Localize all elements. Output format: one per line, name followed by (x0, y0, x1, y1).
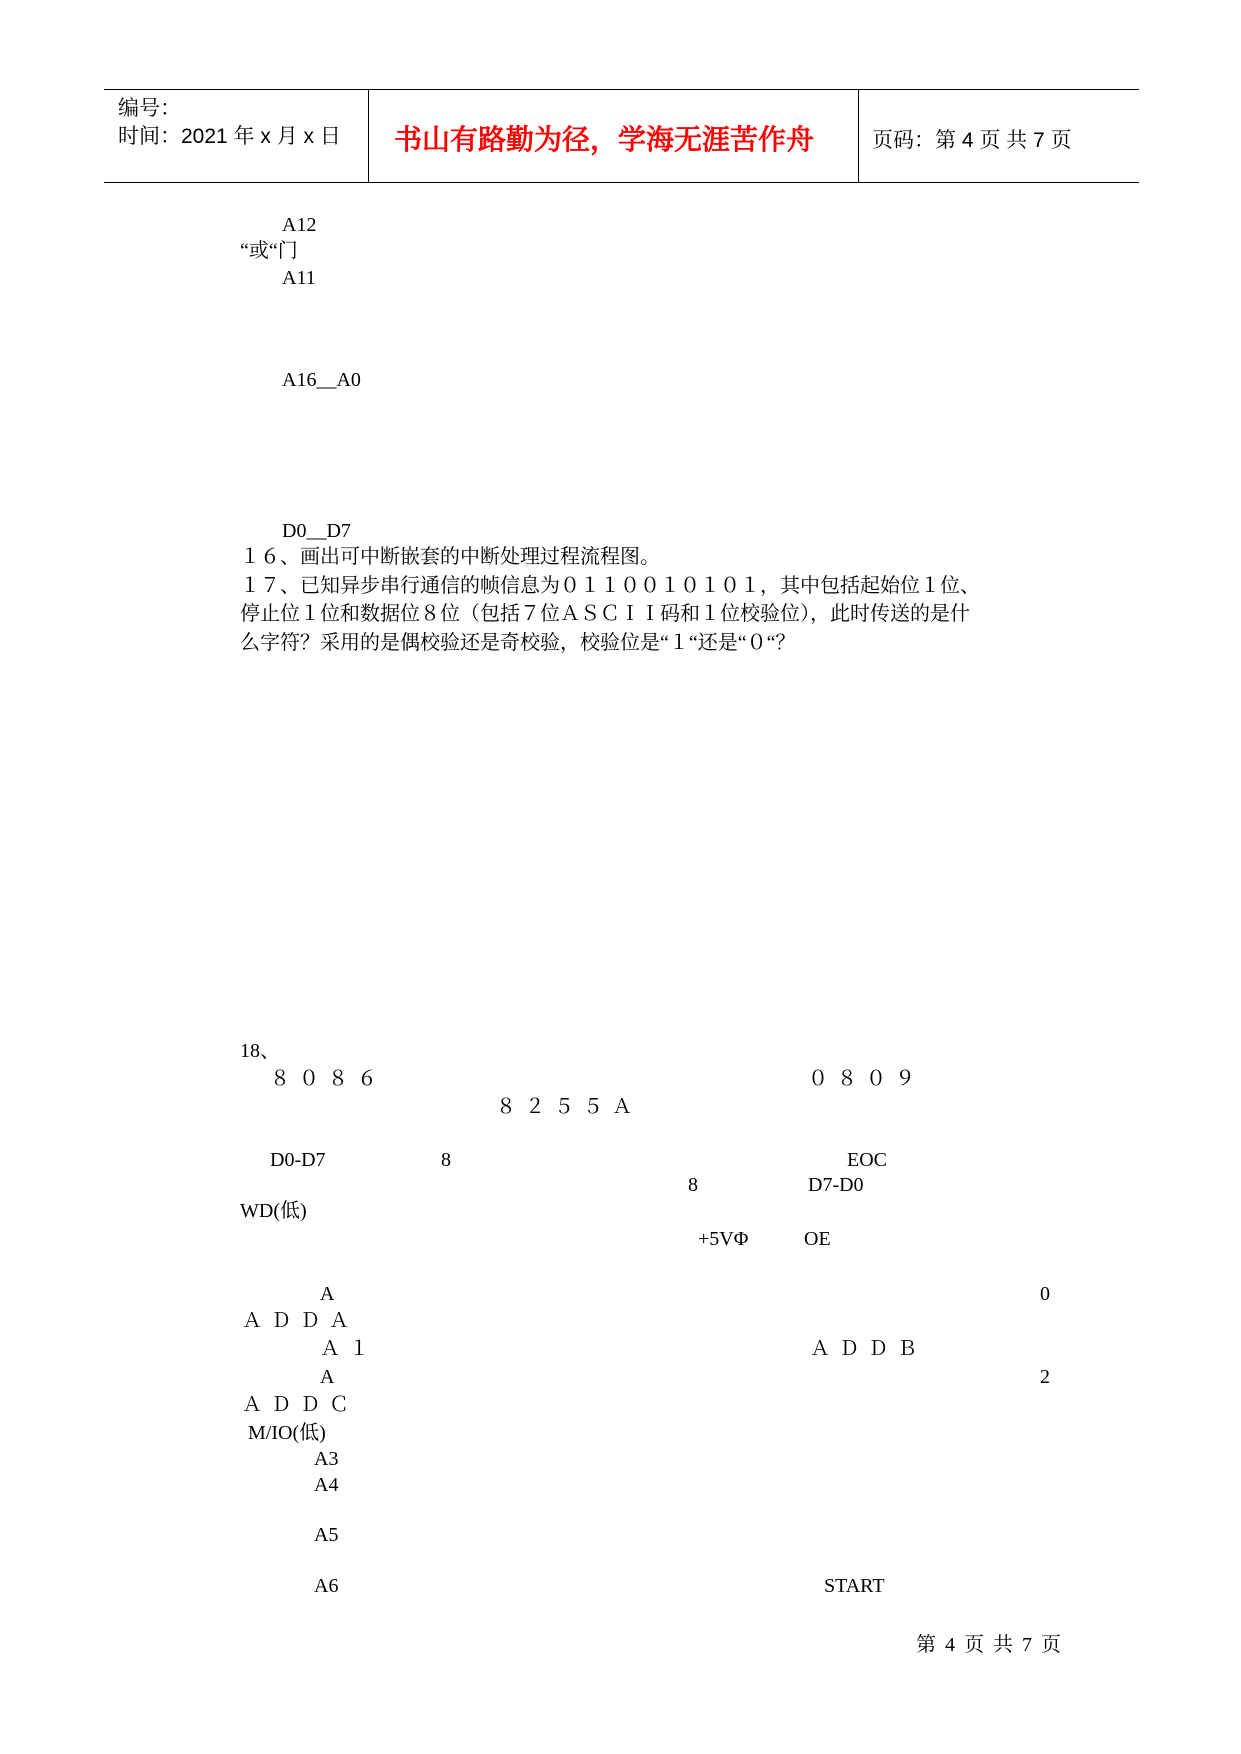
label-addb: ＡＤＤＢ (810, 1338, 926, 1360)
label-a3: A3 (314, 1448, 339, 1470)
label-zero: 0 (1040, 1283, 1050, 1305)
question-17-line3: 么字符？采用的是偶校验还是奇校验，校验位是“１“还是“０“？ (240, 632, 796, 654)
label-eight-a: 8 (441, 1149, 451, 1171)
label-a-pin: A (320, 1283, 335, 1305)
question-17-line1: １７、已知异步串行通信的帧信息为０１１００１０１０１，其中包括起始位１位、 (240, 575, 980, 597)
label-0809: ０８０９ (808, 1068, 924, 1090)
label-vcc: +5VΦ (698, 1228, 749, 1250)
header-top-rule (104, 89, 1139, 90)
label-a12: A12 (282, 214, 317, 236)
label-a16-a0: A16__A0 (282, 369, 361, 391)
header-number-label: 编号： (118, 97, 181, 120)
label-d7-d0: D7-D0 (808, 1174, 864, 1196)
header-page-label: 页码：第 4 页 共 7 页 (872, 129, 1072, 152)
header-time-label: 时间：2021 年 x 月 x 日 (118, 125, 341, 148)
header-motto: 书山有路勤为径，学海无涯苦作舟 (394, 123, 815, 156)
label-d0-d7: D0__D7 (282, 520, 351, 542)
question-17-line2: 停止位１位和数据位８位（包括７位ＡＳＣＩＩ码和１位校验位），此时传送的是什 (240, 603, 970, 625)
label-a4: A4 (314, 1474, 339, 1496)
label-adda: ＡＤＤＡ (242, 1310, 358, 1332)
label-a11: A11 (282, 267, 316, 289)
label-a-pin-2: A (320, 1366, 335, 1388)
label-a6: A6 (314, 1575, 339, 1597)
label-d0-d7-bus: D0-D7 (270, 1149, 326, 1171)
label-wd-low: WD(低) (240, 1200, 307, 1222)
header-bottom-rule (104, 182, 1139, 183)
label-eoc: EOC (847, 1149, 887, 1171)
label-8255a: ８２５５Ａ (496, 1096, 641, 1118)
label-or-gate: “或“门 (240, 240, 298, 262)
header-divider-left (368, 89, 369, 182)
label-addc: ＡＤＤＣ (242, 1394, 358, 1416)
label-a5: A5 (314, 1524, 339, 1546)
label-two: 2 (1040, 1366, 1050, 1388)
label-a1: Ａ１ (320, 1338, 378, 1360)
footer-page-number: 第 4 页 共 7 页 (916, 1634, 1063, 1656)
label-8086: ８０８６ (270, 1068, 386, 1090)
label-start: START (824, 1575, 885, 1597)
question-16: １６、画出可中断嵌套的中断处理过程流程图。 (240, 546, 660, 568)
label-mio-low: M/IO(低) (248, 1422, 326, 1444)
label-oe: OE (804, 1228, 831, 1250)
header-divider-right (858, 89, 859, 182)
question-18-number: 18、 (240, 1040, 280, 1062)
label-eight-b: 8 (688, 1174, 698, 1196)
